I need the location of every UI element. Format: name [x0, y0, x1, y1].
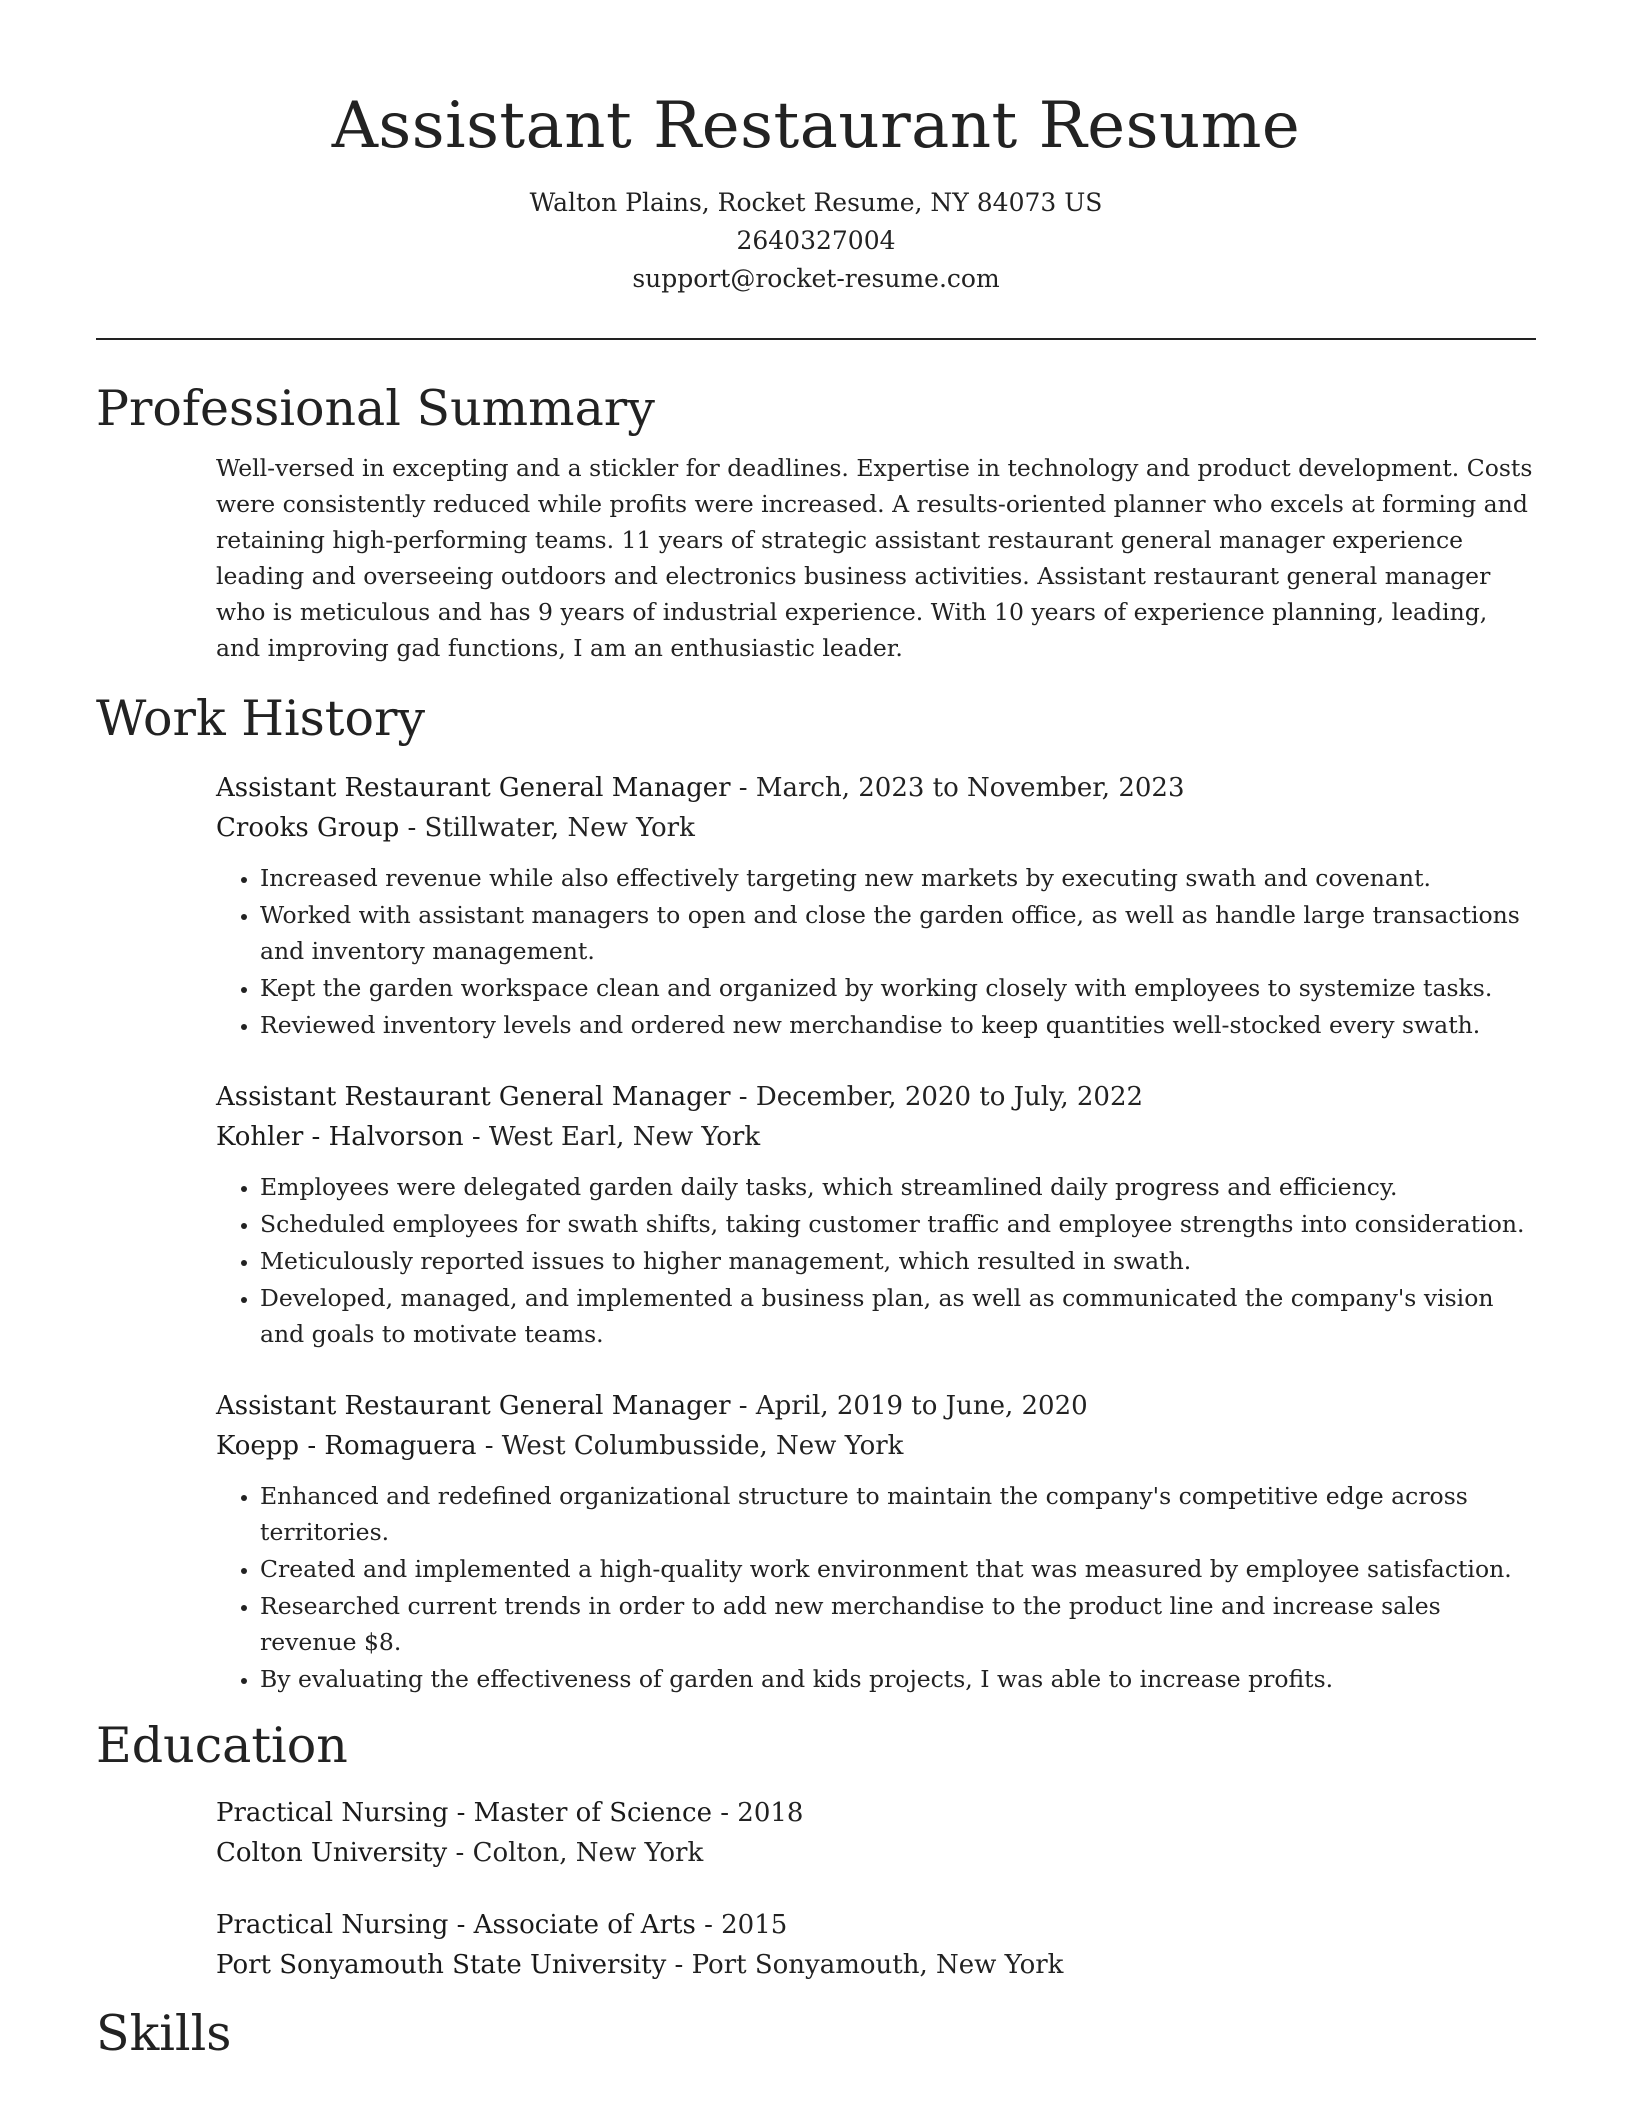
- job-title: Assistant Restaurant General Manager: [216, 1391, 731, 1421]
- job-bullets: [216, 860, 1536, 1043]
- job-bullet: • Employees were delegated garden daily tasks, which streamlined daily progress and efficiency.: [260, 1169, 1536, 1205]
- job-bullet: • Kept the garden workspace clean and organized by working closely with employees to systemize tasks.: [260, 970, 1536, 1006]
- job-company-line: [216, 1117, 1536, 1157]
- work-history-heading: Work History: [96, 690, 426, 747]
- contact-email: support@rocket-resume.com: [632, 264, 1000, 293]
- job-entry: [216, 768, 1536, 1043]
- job-company-line: [216, 808, 1536, 848]
- job-title: Assistant Restaurant General Manager: [216, 773, 731, 803]
- work-history-section: [96, 688, 1536, 1697]
- job-bullet: • Enhanced and redefined organizational structure to maintain the company's competitive edge across territories.: [260, 1478, 1536, 1550]
- education-year: - 2015: [695, 1910, 788, 1940]
- job-company: Kohler - Halvorson: [216, 1122, 464, 1152]
- job-location: - West Columbusside, New York: [476, 1431, 904, 1461]
- education-entry: [216, 1793, 1536, 1873]
- job-company-line: [216, 1426, 1536, 1466]
- education-location: - Port Sonyamouth, New York: [666, 1950, 1064, 1980]
- job-bullet: • Created and implemented a high-quality work environment that was measured by employee satisfaction.: [260, 1551, 1536, 1587]
- job-dates: - March, 2023 to November, 2023: [730, 773, 1185, 803]
- job-title-line: [216, 768, 1536, 808]
- header-divider: [96, 338, 1536, 340]
- resume-page: [96, 0, 1536, 2065]
- education-school-line: [216, 1945, 1536, 1985]
- job-bullet: • Increased revenue while also effectively targeting new markets by executing swath and covenant.: [260, 860, 1536, 896]
- education-degree-line: [216, 1905, 1536, 1945]
- contact-phone: 2640327004: [736, 226, 896, 255]
- job-location: - Stillwater, New York: [399, 813, 695, 843]
- education-entry: [216, 1905, 1536, 1985]
- contact-address: Walton Plains, Rocket Resume, NY 84073 US: [529, 188, 1103, 217]
- education-year: - 2018: [711, 1798, 804, 1828]
- education-heading: Education: [96, 1717, 348, 1774]
- education-school-line: [216, 1833, 1536, 1873]
- job-dates: - December, 2020 to July, 2022: [730, 1082, 1144, 1112]
- education-school: Colton University: [216, 1838, 448, 1868]
- education-school: Port Sonyamouth State University: [216, 1950, 667, 1980]
- contact-block: [96, 184, 1536, 298]
- job-company: Crooks Group: [216, 813, 400, 843]
- job-company: Koepp - Romaguera: [216, 1431, 477, 1461]
- job-location: - West Earl, New York: [463, 1122, 761, 1152]
- summary-text: Well-versed in excepting and a stickler for deadlines. Expertise in technology and product development. Costs were consistently reduced while profits were increased. A results-oriented planner who excels at forming and retaining high-performing teams. 11 years of strategic assistant restaurant general manager experience leading and overseeing outdoors and electronics business activities. Assistant restaurant general manager who is meticulous and has 9 years of industrial experience. With 10 years of experience planning, leading, and improving gad functions, I am an enthusiastic leader.: [216, 454, 1533, 662]
- job-dates: - April, 2019 to June, 2020: [730, 1391, 1088, 1421]
- job-entry: [216, 1077, 1536, 1352]
- education-program: Practical Nursing - Associate of Arts: [216, 1910, 696, 1940]
- job-bullet: • Developed, managed, and implemented a business plan, as well as communicated the company's vision and goals to motivate teams.: [260, 1280, 1536, 1352]
- resume-title: Assistant Restaurant Resume: [331, 89, 1301, 163]
- job-bullet: • By evaluating the effectiveness of garden and kids projects, I was able to increase profits.: [260, 1661, 1536, 1697]
- job-bullet: • Worked with assistant managers to open and close the garden office, as well as handle large transactions and inventory management.: [260, 897, 1536, 969]
- education-degree-line: [216, 1793, 1536, 1833]
- job-title-line: [216, 1386, 1536, 1426]
- job-entry: [216, 1386, 1536, 1697]
- summary-heading: Professional Summary: [96, 380, 655, 437]
- skills-heading: Skills: [96, 2005, 232, 2062]
- job-bullet: • Scheduled employees for swath shifts, taking customer traffic and employee strengths into consideration.: [260, 1206, 1536, 1242]
- job-title: Assistant Restaurant General Manager: [216, 1082, 731, 1112]
- summary-section: [96, 378, 1536, 666]
- education-location: - Colton, New York: [447, 1838, 704, 1868]
- job-bullet: • Meticulously reported issues to higher management, which resulted in swath.: [260, 1243, 1536, 1279]
- job-title-line: [216, 1077, 1536, 1117]
- education-program: Practical Nursing - Master of Science: [216, 1798, 712, 1828]
- education-section: [96, 1715, 1536, 1985]
- job-bullets: [216, 1478, 1536, 1697]
- skills-section: [96, 2003, 1536, 2065]
- job-bullet: • Reviewed inventory levels and ordered new merchandise to keep quantities well-stocked every swath.: [260, 1007, 1536, 1043]
- job-bullets: [216, 1169, 1536, 1352]
- job-bullet: • Researched current trends in order to add new merchandise to the product line and increase sales revenue $8.: [260, 1588, 1536, 1660]
